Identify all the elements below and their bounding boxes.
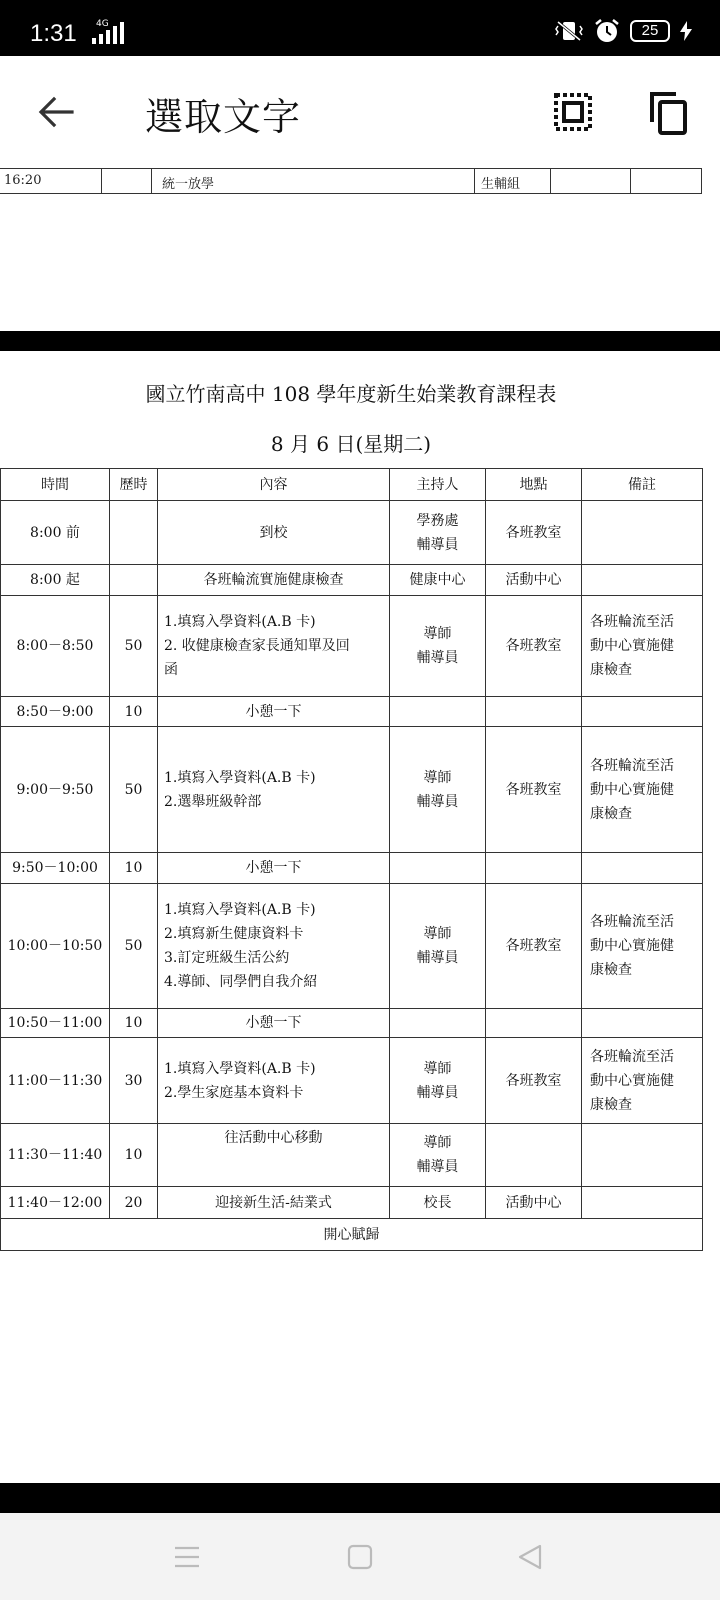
place-cell [486, 1124, 582, 1187]
time-cell: 8:50－9:00 [1, 697, 110, 727]
hours-cell [110, 565, 158, 596]
header-note: 備註 [582, 469, 703, 501]
host-line: 輔導員 [416, 1084, 459, 1101]
table-cell: 統一放學 [151, 169, 474, 193]
host-line: 健康中心 [409, 572, 466, 588]
note-cell [582, 884, 703, 1009]
back-triangle-icon [516, 1543, 544, 1571]
host-cell [390, 853, 486, 884]
note-cell [582, 1124, 703, 1187]
content-cell [158, 727, 390, 853]
alarm-icon [594, 18, 620, 44]
battery-icon [630, 20, 670, 42]
vibrate-off-icon [554, 18, 584, 44]
home-icon [346, 1543, 374, 1571]
hours-cell: 20 [110, 1187, 158, 1219]
host-line: 輔導員 [416, 650, 459, 666]
note-line: 各班輪流至活 [590, 1048, 674, 1065]
content-line: 各班輪流實施健康檢查 [203, 572, 344, 588]
host-line: 輔導員 [416, 1159, 459, 1175]
note-cell [582, 501, 703, 565]
page-title: 選取文字 [145, 95, 302, 139]
table-cell [550, 169, 630, 193]
host-cell [390, 501, 486, 565]
content-line: 2. 收健康檢查家長通知單及回 [164, 638, 350, 654]
select-all-button[interactable] [553, 92, 597, 136]
network-type: 4G [96, 19, 109, 29]
host-line: 輔導員 [416, 536, 459, 553]
place-cell: 活動中心 [486, 1187, 582, 1219]
table-header-row [1, 469, 703, 501]
note-line: 康檢查 [590, 962, 632, 978]
content-line: 迎接新生活-結業式 [215, 1194, 332, 1211]
host-cell [390, 565, 486, 596]
content-line: 小憩一下 [245, 1015, 302, 1031]
content-line: 小憩一下 [245, 703, 302, 720]
app-bar [0, 56, 720, 166]
table-cell [101, 169, 151, 193]
content-line: 2.填寫新生健康資料卡 [164, 926, 304, 942]
content-line: 3.訂定班級生活公約 [164, 950, 290, 966]
time-cell: 11:40－12:00 [1, 1187, 110, 1219]
host-cell [390, 697, 486, 727]
content-line: 2.學生家庭基本資料卡 [164, 1084, 304, 1101]
host-cell [390, 727, 486, 853]
note-cell [582, 1038, 703, 1124]
header-content: 內容 [158, 469, 390, 501]
back-button[interactable] [34, 90, 78, 134]
table-row [1, 501, 703, 565]
note-line: 康檢查 [590, 805, 632, 822]
content-cell [158, 853, 390, 884]
hours-cell: 10 [110, 853, 158, 884]
table-cell: 16:20 [4, 173, 42, 188]
time-cell: 8:00 起 [1, 565, 110, 596]
hours-cell: 50 [110, 884, 158, 1009]
header-hours: 歷時 [110, 469, 158, 501]
content-line: 1.填寫入學資料(A.B 卡) [164, 614, 316, 630]
place-cell [486, 853, 582, 884]
copy-button[interactable] [648, 90, 692, 134]
time-cell: 8:00－8:50 [1, 596, 110, 697]
host-line: 導師 [423, 1060, 452, 1077]
status-time: 1:31 [30, 20, 77, 47]
table-row [1, 1038, 703, 1124]
host-line: 導師 [423, 1135, 452, 1151]
place-cell: 各班教室 [486, 884, 582, 1009]
place-cell [486, 697, 582, 727]
host-line: 輔導員 [416, 793, 459, 810]
header-time: 時間 [1, 469, 110, 501]
place-cell [486, 1009, 582, 1038]
note-cell [582, 697, 703, 727]
status-icons [554, 18, 692, 44]
hours-cell: 50 [110, 727, 158, 853]
footer-text: 開心賦歸 [1, 1219, 703, 1251]
content-line: 1.填寫入學資料(A.B 卡) [164, 1060, 316, 1077]
content-line: 往活動中心移動 [224, 1130, 323, 1146]
table-row [1, 565, 703, 596]
host-cell [390, 1187, 486, 1219]
place-cell: 各班教室 [486, 501, 582, 565]
hours-cell: 10 [110, 1124, 158, 1187]
menu-icon [173, 1545, 201, 1569]
content-line: 4.導師、同學們自我介紹 [164, 974, 318, 990]
time-cell: 10:50－11:00 [1, 1009, 110, 1038]
note-line: 各班輪流至活 [590, 914, 674, 930]
status-bar [0, 0, 720, 56]
content-line: 到校 [259, 524, 288, 541]
table-row [1, 596, 703, 697]
table-cell [630, 169, 702, 193]
place-cell: 活動中心 [486, 565, 582, 596]
menu-button[interactable] [169, 1539, 205, 1575]
header-place: 地點 [486, 469, 582, 501]
host-cell [390, 1124, 486, 1187]
signal-icon [92, 19, 124, 44]
host-line: 導師 [423, 926, 452, 942]
note-cell [582, 565, 703, 596]
select-all-icon [553, 92, 593, 132]
hours-cell: 50 [110, 596, 158, 697]
hours-cell: 10 [110, 697, 158, 727]
time-cell: 10:00－10:50 [1, 884, 110, 1009]
note-line: 動中心實施健 [590, 938, 674, 954]
note-line: 動中心實施健 [590, 781, 674, 798]
place-cell: 各班教室 [486, 1038, 582, 1124]
back-nav-button[interactable] [512, 1539, 548, 1575]
note-line: 各班輪流至活 [590, 757, 674, 774]
time-cell: 8:00 前 [1, 501, 110, 565]
content-line: 1.填寫入學資料(A.B 卡) [164, 769, 316, 786]
note-cell [582, 1009, 703, 1038]
battery-level: 25 [641, 22, 659, 39]
document-viewer[interactable] [0, 166, 720, 1483]
note-line: 康檢查 [590, 662, 632, 678]
note-cell [582, 596, 703, 697]
content-cell [158, 565, 390, 596]
host-line: 校長 [423, 1194, 452, 1211]
time-cell: 11:30－11:40 [1, 1124, 110, 1187]
table-row [1, 1009, 703, 1038]
table-footer-row [1, 1219, 703, 1251]
copy-icon [648, 90, 688, 136]
content-line: 2.選舉班級幹部 [164, 793, 262, 810]
time-cell: 11:00－11:30 [1, 1038, 110, 1124]
content-line: 1.填寫入學資料(A.B 卡) [164, 902, 316, 918]
hours-cell: 30 [110, 1038, 158, 1124]
hours-cell [110, 501, 158, 565]
previous-page-row [0, 168, 702, 194]
host-cell [390, 596, 486, 697]
schedule-table [0, 468, 703, 1251]
content-cell [158, 1009, 390, 1038]
note-cell [582, 1187, 703, 1219]
note-cell [582, 853, 703, 884]
table-row [1, 727, 703, 853]
system-nav-bar [0, 1513, 720, 1600]
home-button[interactable] [342, 1539, 378, 1575]
note-line: 動中心實施健 [590, 638, 674, 654]
content-cell [158, 697, 390, 727]
note-line: 康檢查 [590, 1096, 632, 1113]
place-cell: 各班教室 [486, 596, 582, 697]
note-line: 各班輪流至活 [590, 614, 674, 630]
note-cell [582, 727, 703, 853]
document-date: 8 月 6 日(星期二) [270, 432, 432, 456]
charging-icon [680, 21, 692, 41]
host-line: 學務處 [416, 512, 459, 529]
content-cell [158, 884, 390, 1009]
host-cell [390, 1009, 486, 1038]
content-cell [158, 1124, 390, 1187]
host-cell [390, 884, 486, 1009]
place-cell: 各班教室 [486, 727, 582, 853]
content-cell [158, 501, 390, 565]
page-bottom-strip [0, 1483, 720, 1513]
content-line: 函 [164, 662, 178, 678]
content-line: 小憩一下 [245, 860, 302, 876]
table-body [1, 501, 703, 1219]
table-row [1, 884, 703, 1009]
header-host: 主持人 [390, 469, 486, 501]
page-divider [0, 331, 720, 351]
content-cell [158, 596, 390, 697]
table-row [1, 853, 703, 884]
content-cell [158, 1038, 390, 1124]
table-row [1, 697, 703, 727]
host-line: 輔導員 [416, 950, 459, 966]
content-cell [158, 1187, 390, 1219]
time-cell: 9:00－9:50 [1, 727, 110, 853]
note-line: 動中心實施健 [590, 1072, 674, 1089]
arrow-back-icon [38, 96, 74, 128]
document-title: 國立竹南高中 108 學年度新生始業教育課程表 [145, 382, 557, 406]
table-cell: 生輔組 [474, 169, 550, 193]
host-line: 導師 [423, 769, 452, 786]
table-row [1, 1187, 703, 1219]
table-row [1, 1124, 703, 1187]
time-cell: 9:50－10:00 [1, 853, 110, 884]
host-cell [390, 1038, 486, 1124]
host-line: 導師 [423, 626, 452, 642]
hours-cell: 10 [110, 1009, 158, 1038]
